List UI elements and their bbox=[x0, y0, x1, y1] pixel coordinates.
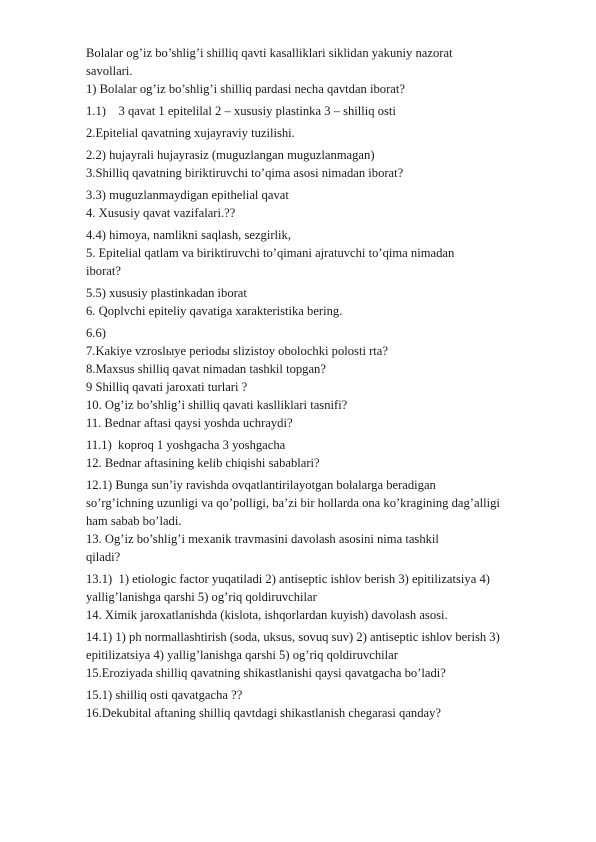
question-8: 8.Maxsus shilliq qavat nimadan tashkil topgan? bbox=[86, 362, 326, 376]
question-11: 11. Bednar aftasi qaysi yoshda uchraydi? bbox=[86, 416, 293, 430]
answer-12-line-2: so’rg’ichning uzunligi va qo’polligi, ba’zi bir hollarda ona ko’kragining dag’alligi bbox=[86, 496, 500, 510]
question-1: 1) Bolalar og’iz bo’shlig’i shilliq pardasi necha qavtdan iborat? bbox=[86, 82, 405, 96]
question-15: 15.Eroziyada shilliq qavatning shikastlanishi qaysi qavatgacha bo’ladi? bbox=[86, 666, 446, 680]
question-16: 16.Dekubital aftaning shilliq qavtdagi shikastlanish chegarasi qanday? bbox=[86, 706, 441, 720]
question-4: 4. Xususiy qavat vazifalari.?? bbox=[86, 206, 236, 220]
answer-11: 11.1) koproq 1 yoshgacha 3 yoshgacha bbox=[86, 438, 286, 452]
question-10: 10. Og’iz bo’shlig’i shilliq qavati kaslliklari tasnifi? bbox=[86, 398, 348, 412]
question-6: 6. Qoplvchi epiteliy qavatiga xarakteristika bering. bbox=[86, 304, 343, 318]
answer-2: 2.2) hujayrali hujayrasiz (muguzlangan muguzlanmagan) bbox=[86, 148, 375, 162]
answer-1: 1.1) 3 qavat 1 epitelilal 2 – xususiy plastinka 3 – shilliq osti bbox=[86, 104, 396, 118]
answer-4: 4.4) himoya, namlikni saqlash, sezgirlik, bbox=[86, 228, 291, 242]
answer-14-line-2: epitilizatsiya 4) yallig’lanishga qarshi 5) og’riq qoldiruvchilar bbox=[86, 648, 398, 662]
question-14: 14. Ximik jaroxatlanishda (kislota, ishqorlardan kuyish) davolash asosi. bbox=[86, 608, 448, 622]
answer-6: 6.6) bbox=[86, 326, 106, 340]
question-2: 2.Epitelial qavatning xujayraviy tuzilishi. bbox=[86, 126, 295, 140]
question-5-line-2: iborat? bbox=[86, 264, 121, 278]
doc-title-line-2: savollari. bbox=[86, 64, 133, 78]
answer-13-line-2: yallig’lanishga qarshi 5) og’riq qoldiruvchilar bbox=[86, 590, 317, 604]
question-12: 12. Bednar aftasining kelib chiqishi sabablari? bbox=[86, 456, 320, 470]
document-body bbox=[86, 44, 556, 722]
answer-15: 15.1) shilliq osti qavatgacha ?? bbox=[86, 688, 243, 702]
question-9: 9 Shilliq qavati jaroxati turlari ? bbox=[86, 380, 248, 394]
answer-3: 3.3) muguzlanmaydigan epithelial qavat bbox=[86, 188, 289, 202]
question-13-line-2: qiladi? bbox=[86, 550, 121, 564]
question-13-line-1: 13. Og’iz bo’shlig’i mexanik travmasini davolash asosini nima tashkil bbox=[86, 532, 439, 546]
answer-5: 5.5) xususiy plastinkadan iborat bbox=[86, 286, 247, 300]
doc-title-line-1: Bolalar og’iz bo’shlig’i shilliq qavti kasalliklari siklidan yakuniy nazorat bbox=[86, 46, 453, 60]
answer-14-line-1: 14.1) 1) ph normallashtirish (soda, uksus, sovuq suv) 2) antiseptic ishlov berish 3) bbox=[86, 630, 500, 644]
answer-12-line-3: ham sabab bo’ladi. bbox=[86, 514, 182, 528]
answer-12-line-1: 12.1) Bunga sun’iy ravishda ovqatlantirilayotgan bolalarga beradigan bbox=[86, 478, 436, 492]
answer-13-line-1: 13.1) 1) etiologic factor yuqatiladi 2) antiseptic ishlov berish 3) epitilizatsiya 4) bbox=[86, 572, 490, 586]
question-5-line-1: 5. Epitelial qatlam va biriktiruvchi to’qimani ajratuvchi to’qima nimadan bbox=[86, 246, 455, 260]
question-3: 3.Shilliq qavatning biriktiruvchi to’qima asosi nimadan iborat? bbox=[86, 166, 404, 180]
question-7: 7.Kakiye vzroslыye periodы slizistoy obolochki polosti rta? bbox=[86, 344, 388, 358]
